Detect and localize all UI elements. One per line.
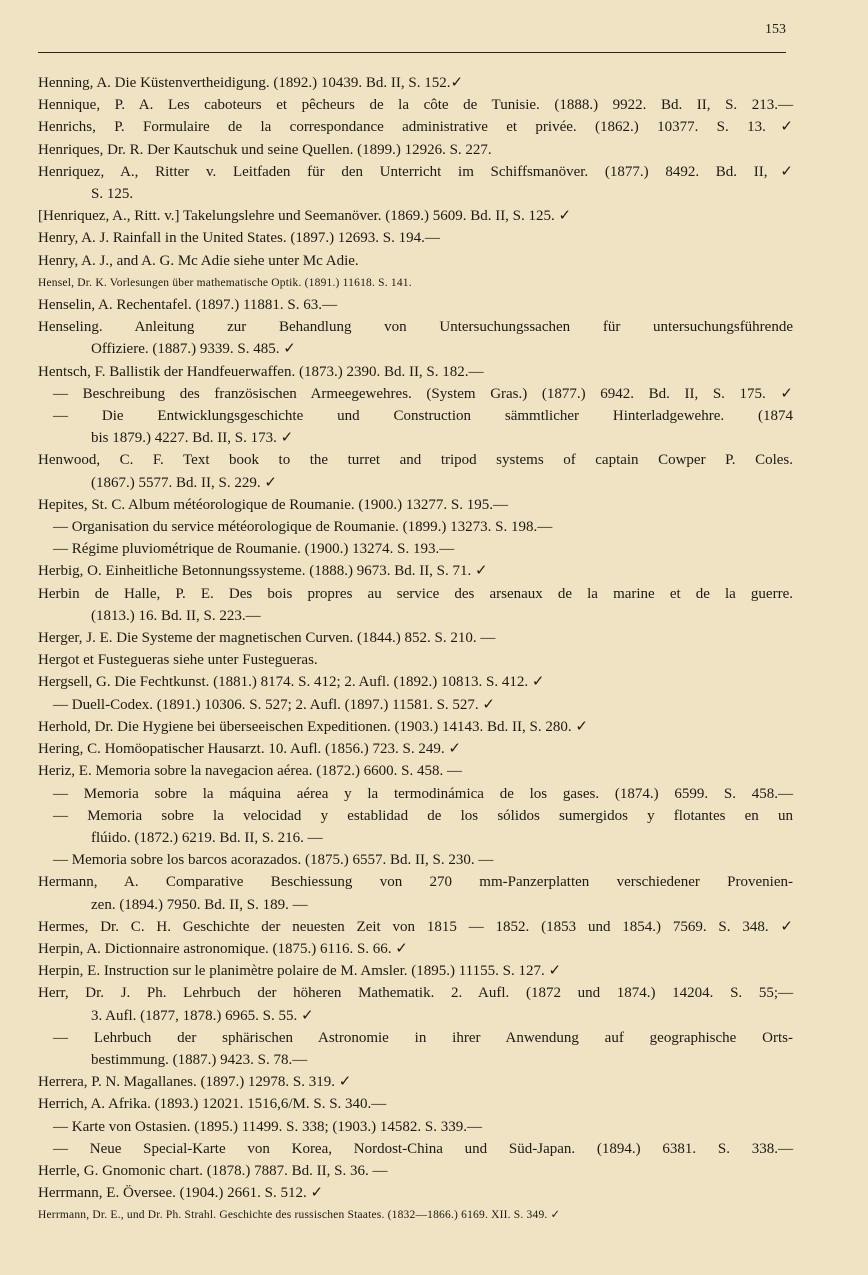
index-line: Herrera, P. N. Magallanes. (1897.) 12978. S. 319. ✓ xyxy=(38,1074,352,1091)
index-line: Henriques, Dr. R. Der Kautschuk und seine Quellen. (1899.) 12926. S. 227. xyxy=(38,141,492,158)
index-line: flúido. (1872.) 6219. Bd. II, S. 216. — xyxy=(91,829,323,846)
page-number: 153 xyxy=(765,22,786,37)
index-line: Herrich, A. Afrika. (1893.) 12021. 1516,6/M. S. S. 340.— xyxy=(38,1096,387,1113)
index-line: Hentsch, F. Ballistik der Handfeuerwaffen. (1873.) 2390. Bd. II, S. 182.— xyxy=(38,363,484,380)
index-line: (1813.) 16. Bd. II, S. 223.— xyxy=(91,607,261,624)
index-line: — Karte von Ostasien. (1895.) 11499. S. 338; (1903.) 14582. S. 339.— xyxy=(53,1118,482,1135)
index-line: bestimmung. (1887.) 9423. S. 78.— xyxy=(91,1051,308,1068)
index-line: Hermann, A. Comparative Beschiessung von 270 mm-Panzerplatten verschiedener Provenien- xyxy=(38,874,793,891)
index-line: Herbin de Halle, P. E. Des bois propres au service des arsenaux de la marine et de la guerre. xyxy=(38,585,793,602)
index-line: (1867.) 5577. Bd. II, S. 229. ✓ xyxy=(91,474,277,491)
index-line: S. 125. xyxy=(91,186,134,203)
index-line: Hergot et Fustegueras siehe unter Fustegueras. xyxy=(38,652,318,669)
index-line: Herpin, A. Dictionnaire astronomique. (1875.) 6116. S. 66. ✓ xyxy=(38,940,408,957)
index-line: — Memoria sobre los barcos acorazados. (1875.) 6557. Bd. II, S. 230. — xyxy=(53,852,494,869)
index-line: [Henriquez, A., Ritt. v.] Takelungslehre und Seemanöver. (1869.) 5609. Bd. II, S. 125. ✓ xyxy=(38,208,572,225)
index-line: 3. Aufl. (1877, 1878.) 6965. S. 55. ✓ xyxy=(91,1007,314,1024)
index-line: — Régime pluviométrique de Roumanie. (1900.) 13274. S. 193.— xyxy=(53,541,455,558)
index-line: Herpin, E. Instruction sur le planimètre polaire de M. Amsler. (1895.) 11155. S. 127. ✓ xyxy=(38,963,562,980)
index-line: Herrmann, E. Översee. (1904.) 2661. S. 512. ✓ xyxy=(38,1185,324,1202)
index-line: — Neue Special-Karte von Korea, Nordost-China und Süd-Japan. (1894.) 6381. S. 338.— xyxy=(53,1140,793,1157)
index-line: Heriz, E. Memoria sobre la navegacion aérea. (1872.) 6600. S. 458. — xyxy=(38,763,463,780)
index-line: Henriquez, A., Ritter v. Leitfaden für den Unterricht im Schiffsmanöver. (1877.) 8492. Bd. II,✓ xyxy=(38,163,793,180)
index-line: Henning, A. Die Küstenvertheidigung. (1892.) 10439. Bd. II, S. 152.✓ xyxy=(38,75,464,91)
index-line: — Organisation du service météorologique de Roumanie. (1899.) 13273. S. 198.— xyxy=(53,519,553,536)
index-line: — Memoria sobre la máquina aérea y la termodinámica de los gases. (1874.) 6599. S. 458.— xyxy=(53,785,793,802)
index-line: Hensel, Dr. K. Vorlesungen über mathematische Optik. (1891.) 11618. S. 141. xyxy=(38,276,412,289)
index-line: — Duell-Codex. (1891.) 10306. S. 527; 2. Aufl. (1897.) 11581. S. 527. ✓ xyxy=(53,696,495,713)
index-line: Herrmann, Dr. E., und Dr. Ph. Strahl. Geschichte des russischen Staates. (1832—1866.) 6169. XII. S. 349. ✓ xyxy=(38,1209,561,1222)
index-entries xyxy=(38,72,793,1227)
index-line: — Memoria sobre la velocidad y establidad de los sólidos sumergidos y flotantes en un xyxy=(53,807,793,824)
index-line: Henrichs, P. Formulaire de la correspondance administrative et privée. (1862.) 10377. S. 13.✓ xyxy=(38,119,793,136)
index-line: Henseling. Anleitung zur Behandlung von Untersuchungssachen für untersuchungsführende xyxy=(38,319,793,336)
index-line: Hennique, P. A. Les caboteurs et pêcheurs de la côte de Tunisie. (1888.) 9922. Bd. II, S. 213.— xyxy=(38,97,793,114)
index-line: Henselin, A. Rechentafel. (1897.) 11881. S. 63.— xyxy=(38,297,337,314)
index-line: — Beschreibung des französischen Armeegewehres. (System Gras.) (1877.) 6942. Bd. II, S. 175. ✓ xyxy=(53,385,793,402)
index-line: — Die Entwicklungsgeschichte und Construction sämmtlicher Hinterladgewehre. (1874 xyxy=(53,408,793,425)
header-rule xyxy=(38,52,786,53)
index-line: zen. (1894.) 7950. Bd. II, S. 189. — xyxy=(91,896,308,913)
index-line: Hergsell, G. Die Fechtkunst. (1881.) 8174. S. 412; 2. Aufl. (1892.) 10813. S. 412. ✓ xyxy=(38,674,545,691)
index-line: bis 1879.) 4227. Bd. II, S. 173. ✓ xyxy=(91,430,294,447)
index-line: Herhold, Dr. Die Hygiene bei überseeischen Expeditionen. (1903.) 14143. Bd. II, S. 280. ✓ xyxy=(38,718,588,735)
index-line: Offiziere. (1887.) 9339. S. 485. ✓ xyxy=(91,341,296,358)
index-line: Hering, C. Homöopatischer Hausarzt. 10. Aufl. (1856.) 723. S. 249. ✓ xyxy=(38,741,461,758)
index-line: Henry, A. J. Rainfall in the United States. (1897.) 12693. S. 194.— xyxy=(38,230,440,247)
index-line: Henry, A. J., and A. G. Mc Adie siehe unter Mc Adie. xyxy=(38,252,359,269)
index-line: Herr, Dr. J. Ph. Lehrbuch der höheren Mathematik. 2. Aufl. (1872 und 1874.) 14204. S. 55;— xyxy=(38,985,793,1002)
index-line: — Lehrbuch der sphärischen Astronomie in ihrer Anwendung auf geographische Orts- xyxy=(53,1029,793,1046)
index-line: Hepites, St. C. Album météorologique de Roumanie. (1900.) 13277. S. 195.— xyxy=(38,496,508,513)
index-line: Hermes, Dr. C. H. Geschichte der neuesten Zeit von 1815 — 1852. (1853 und 1854.) 7569. S. 348. ✓ xyxy=(38,918,793,935)
index-line: Herger, J. E. Die Systeme der magnetischen Curven. (1844.) 852. S. 210. — xyxy=(38,630,496,647)
index-line: Henwood, C. F. Text book to the turret and tripod systems of captain Cowper P. Coles. xyxy=(38,452,793,469)
index-line: Herrle, G. Gnomonic chart. (1878.) 7887. Bd. II, S. 36. — xyxy=(38,1162,388,1179)
index-line: Herbig, O. Einheitliche Betonnungssysteme. (1888.) 9673. Bd. II, S. 71. ✓ xyxy=(38,563,488,580)
